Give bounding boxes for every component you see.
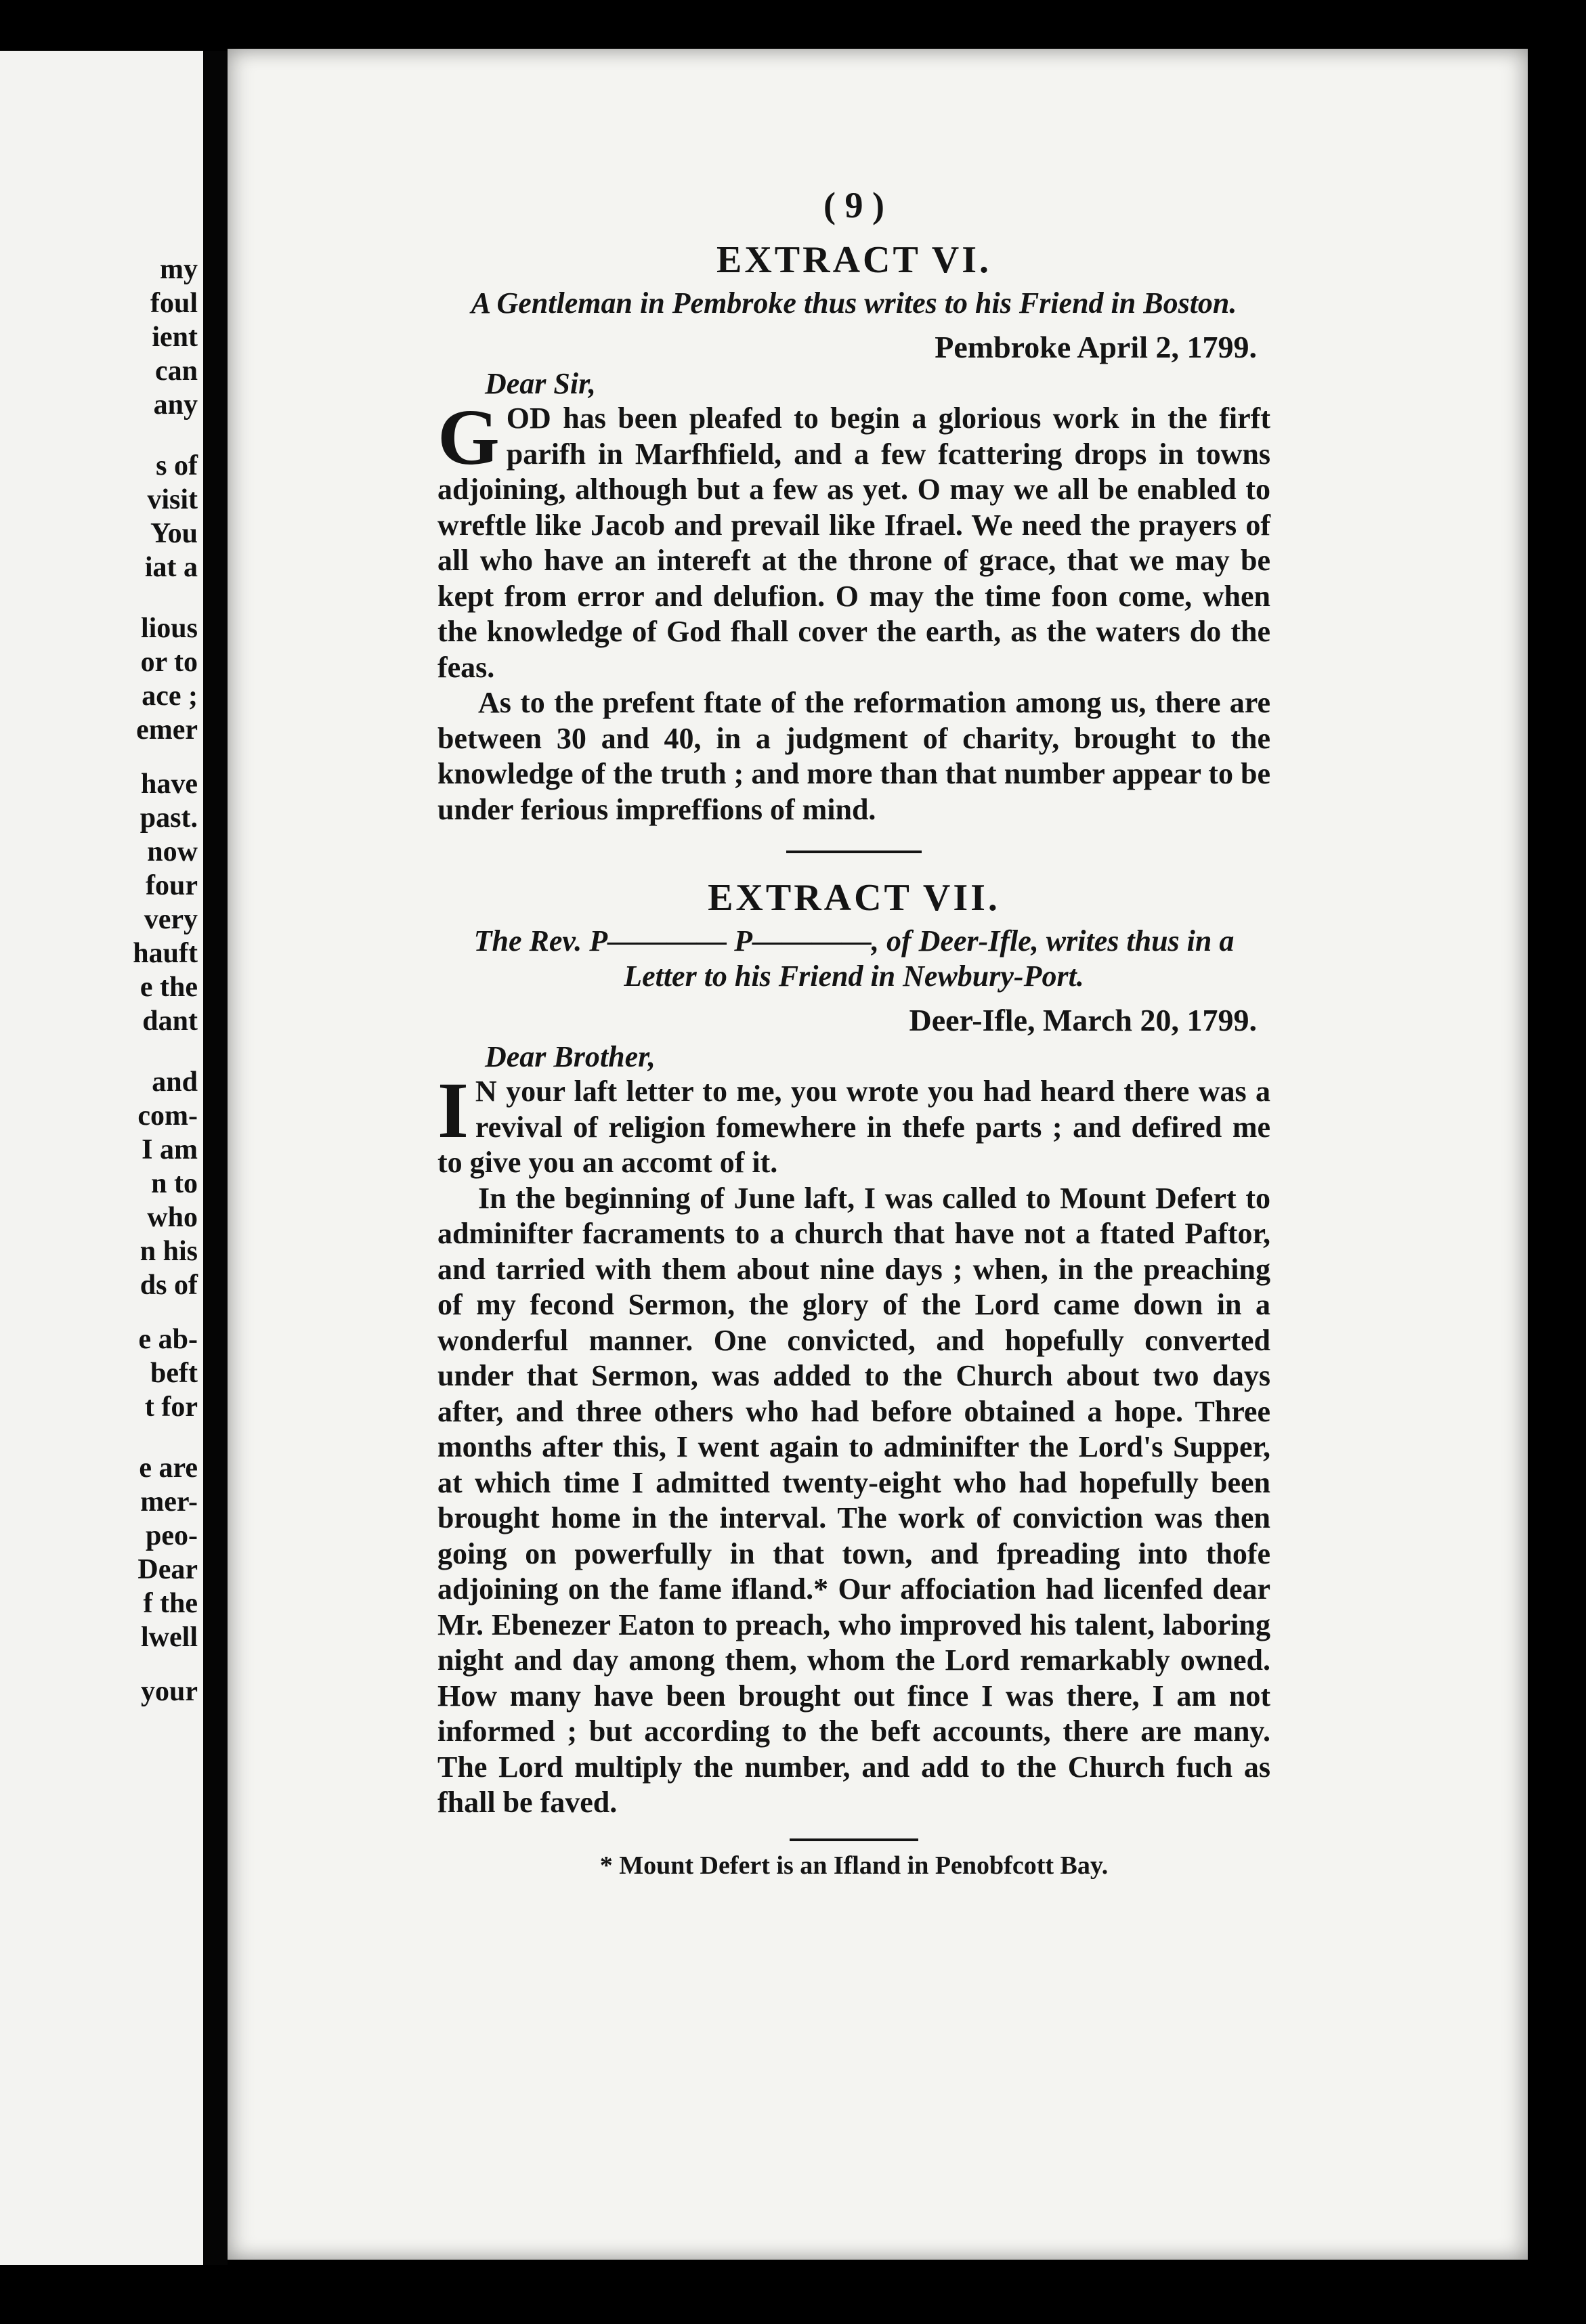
extract-6-salutation: Dear Sir, — [485, 367, 596, 400]
facing-page-fragment: any — [153, 389, 198, 421]
facing-page-fragment: e ab- — [138, 1324, 198, 1355]
extract-7-paragraph-2: In the beginning of June laft, I was called to Mount Defert to adminifter facraments to a church that have not a ftated Paftor, and tarried with them about nine days ; when, in the preaching of my fecond Sermon, the glory of the Lord came down in a wonderful manner. One convicted, and hopefully converted under that Sermon, was added to the Church about two days after, and three others who had before obtained a hope. Three months after this, I went again to adminifter the Lord's Supper, at which time I admitted twenty-eight who had hopefully been brought home in the interval. The work of conviction was then going on powerfully in that town, and fpreading into thofe adjoining on the fame ifland.* Our affociation had licenfed dear Mr. Ebenezer Eaton to preach, who improved his talent, laboring night and day among them, whom the Lord remarkably owned. How many have been brought out fince I was there, I am not informed ; but according to the beft accounts, there are many. The Lord multiply the number, and add to the Church fuch as fhall be faved. — [437, 1181, 1270, 1819]
facing-page-fragment: f the — [143, 1588, 198, 1619]
facing-page-fragment: lwell — [141, 1622, 198, 1653]
facing-page-fragment: or to — [140, 647, 198, 678]
page-number: ( 9 ) — [823, 185, 884, 225]
facing-page-fragment: have — [141, 769, 198, 800]
book-gutter — [203, 51, 228, 2265]
facing-page-fragment: four — [146, 870, 198, 901]
extract-7-heading: EXTRACT VII. — [708, 877, 1000, 919]
facing-page-fragment: dant — [142, 1006, 198, 1037]
facing-page-fragment: lious — [140, 613, 198, 644]
facing-page-fragment: and — [152, 1067, 198, 1098]
extract-6-heading: EXTRACT VI. — [716, 239, 992, 281]
facing-page-fragment: s of — [156, 450, 198, 481]
facing-page-fragment: can — [155, 356, 198, 387]
footnote: * Mount Defert is an Ifland in Penobfcott Bay. — [599, 1851, 1109, 1880]
facing-page-fragment: very — [144, 904, 198, 935]
facing-page-fragment: visit — [147, 484, 198, 515]
facing-page-fragment: You — [150, 518, 198, 549]
facing-page-fragment: your — [141, 1676, 198, 1707]
extract-6-paragraph-1-text: OD has been pleafed to begin a glorious work in the firft parifh in Marfhfield, and a few fcattering drops in towns adjoining, although but a few as yet. O may we all be enabled to wreftle like Jacob and prevail like Ifrael. We need the prayers of all who have an intereft at the throne of grace, that we may be kept from error and delufion. O may the time foon come, when the knowledge of God fhall cover the earth, as the waters do the feas. — [437, 402, 1270, 684]
extract-7-paragraph-1-text: N your laft letter to me, you wrote you had heard there was a revival of religion fomewhere in thefe parts ; and defired me to give you an accomt of it. — [437, 1075, 1270, 1179]
extract-6-paragraph-1 — [437, 393, 1270, 685]
facing-page-fragment: e the — [140, 972, 198, 1003]
facing-page-fragment: who — [147, 1202, 198, 1233]
facing-page-fragment: emer — [136, 714, 198, 746]
facing-page-fragment: foul — [150, 288, 198, 319]
facing-page-fragment: hauft — [133, 938, 198, 969]
extract-7-subtitle: The Rev. P―――― P――――, of Deer-Ifle, writes thus in a Letter to his Friend in Newbury-Port. — [473, 924, 1235, 993]
drop-cap: G — [437, 393, 500, 481]
facing-page-fragment: ace ; — [142, 681, 198, 712]
facing-page-fragment: past. — [140, 802, 198, 834]
facing-page — [0, 51, 203, 2265]
facing-page-fragment: n to — [151, 1168, 198, 1199]
facing-page-fragment: Dear — [137, 1554, 198, 1585]
facing-page-fragment: I am — [142, 1134, 198, 1165]
facing-page-fragment: iat a — [144, 552, 198, 583]
facing-page-fragment: ds of — [140, 1270, 198, 1301]
facing-page-fragment: t for — [144, 1392, 198, 1423]
facing-page-fragment: n his — [140, 1236, 198, 1267]
document-page — [228, 49, 1528, 2260]
facing-page-fragment: e are — [139, 1452, 198, 1484]
facing-page-fragment: my — [160, 254, 198, 285]
drop-cap: I — [437, 1066, 469, 1155]
extract-7-paragraph-1 — [437, 1066, 1270, 1181]
footnote-divider — [790, 1838, 918, 1841]
section-divider — [786, 851, 922, 853]
facing-page-fragment: com- — [137, 1100, 198, 1132]
facing-page-fragment: now — [147, 836, 198, 867]
page-text — [437, 184, 1270, 1880]
extract-6-dateline: Pembroke April 2, 1799. — [935, 330, 1257, 364]
facing-page-fragment: ient — [152, 322, 198, 353]
facing-page-fragment: peo- — [146, 1520, 198, 1551]
extract-6-subtitle: A Gentleman in Pembroke thus writes to his Friend in Boston. — [471, 286, 1237, 320]
extract-7-dateline: Deer-Ifle, March 20, 1799. — [909, 1003, 1257, 1037]
facing-page-fragment: mer- — [140, 1486, 198, 1518]
facing-page-fragment: beft — [150, 1358, 198, 1389]
extract-6-paragraph-2: As to the prefent ftate of the reformation among us, there are between 30 and 40, in a judgment of charity, brought to the knowledge of the truth ; and more than that number appear to be under ferious impreffions of mind. — [437, 686, 1270, 826]
extract-7-salutation: Dear Brother, — [485, 1040, 656, 1073]
